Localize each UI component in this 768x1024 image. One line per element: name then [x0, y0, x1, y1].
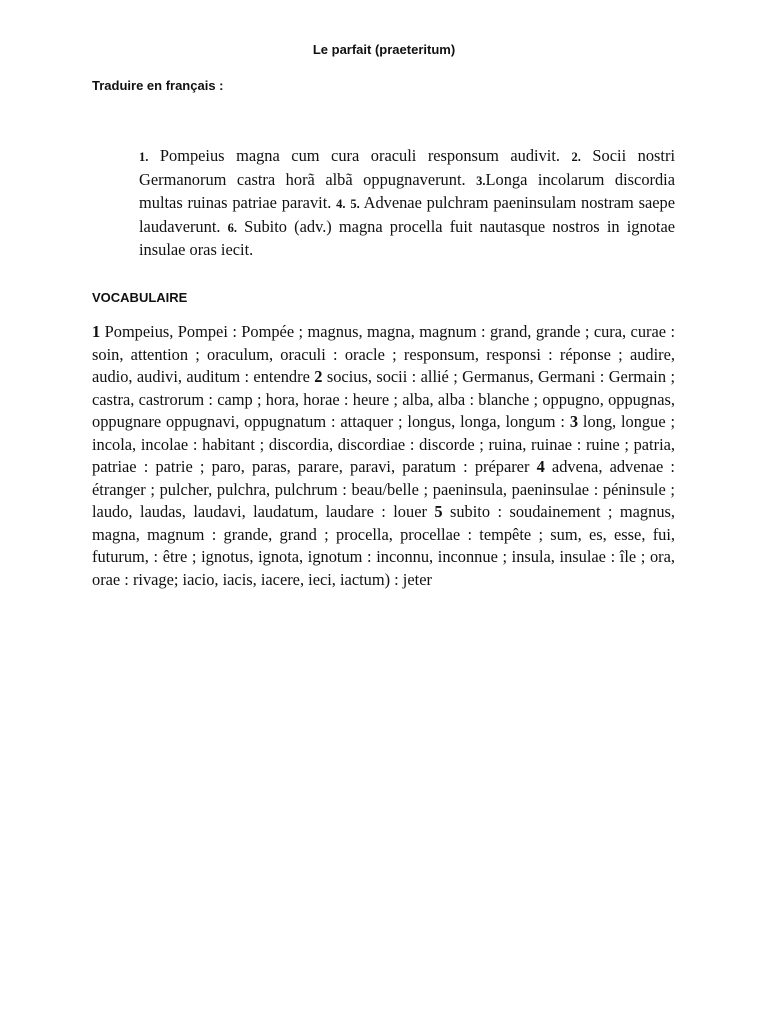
exercise-number: 6.: [227, 220, 238, 235]
vocab-entries: advena, advenae : étranger ; pulcher, pulchra, pulchrum : beau/belle ; paeninsula, paeninsulae : péninsule ; laudo, laudas, laudavi, laudatum, laudare : louer: [92, 457, 675, 521]
exercise-number: 5.: [350, 197, 360, 212]
vocab-entries: socius, socii : allié ; Germanus, Germani : Germain ; castra, castrorum : camp ; hora, horae : heure ; alba, alba : blanche ; oppugno, oppugnas, oppugnare oppugnavi, oppugnatum : attaquer ; longus, longa, longum :: [92, 367, 675, 431]
exercise-number: 4.: [336, 197, 346, 212]
exercise-number: 1.: [139, 150, 149, 164]
vocab-number: 5: [434, 502, 443, 521]
exercise-sentence: Socii nostri Germanorum castra horã albã oppugnaverunt.: [139, 146, 675, 189]
vocab-entries: long, longue ; incola, incolae : habitant ; discordia, discordiae : discorde ; ruina, ruinae : ruine ; patria, patriae : patrie ; paro, paras, parare, paravi, paratum : préparer: [92, 412, 675, 476]
instruction-heading: Traduire en français :: [92, 78, 224, 93]
vocab-entries: subito : soudainement ; magnus, magna, magnum : grande, grand ; procella, procellae : tempête ; sum, es, esse, fui, futurum, : être ; ignotus, ignota, ignotum : inconnu, inconnue ; insula, insulae : île ; ora, orae : rivage; iacio, iacis, iacere, ieci, iactum) : jeter: [92, 502, 675, 589]
exercise-number: 2.: [571, 150, 581, 164]
vocab-entries: Pompeius, Pompei : Pompée ; magnus, magna, magnum : grand, grande ; cura, curae : soin, attention ; oraculum, oraculi : oracle ; responsum, responsi : réponse ; audire, audio, audivi, auditum : entendre: [92, 322, 675, 386]
exercise-paragraph: [139, 145, 675, 262]
exercise-sentence: Longa incolarum discordia multas ruinas patriae paravit.: [139, 169, 675, 213]
vocab-number: 3: [569, 412, 579, 431]
page-title: Le parfait (praeteritum): [312, 42, 456, 57]
vocab-number: 4: [536, 457, 545, 476]
vocab-number: 2: [314, 367, 323, 386]
exercise-sentence: Subito (adv.) magna procella fuit nautasque nostros in ignotae insulae oras iecit.: [139, 216, 675, 260]
exercise-sentence: Pompeius magna cum cura oraculi responsum audivit.: [148, 146, 572, 165]
exercise-number: 3.: [476, 173, 486, 188]
vocab-number: 1: [92, 322, 101, 341]
vocabulary-heading: VOCABULAIRE: [92, 290, 188, 305]
vocabulary-paragraph: [92, 321, 675, 591]
exercise-sentence: Advenae pulchram paeninsulam nostram saepe laudaverunt.: [139, 193, 676, 236]
